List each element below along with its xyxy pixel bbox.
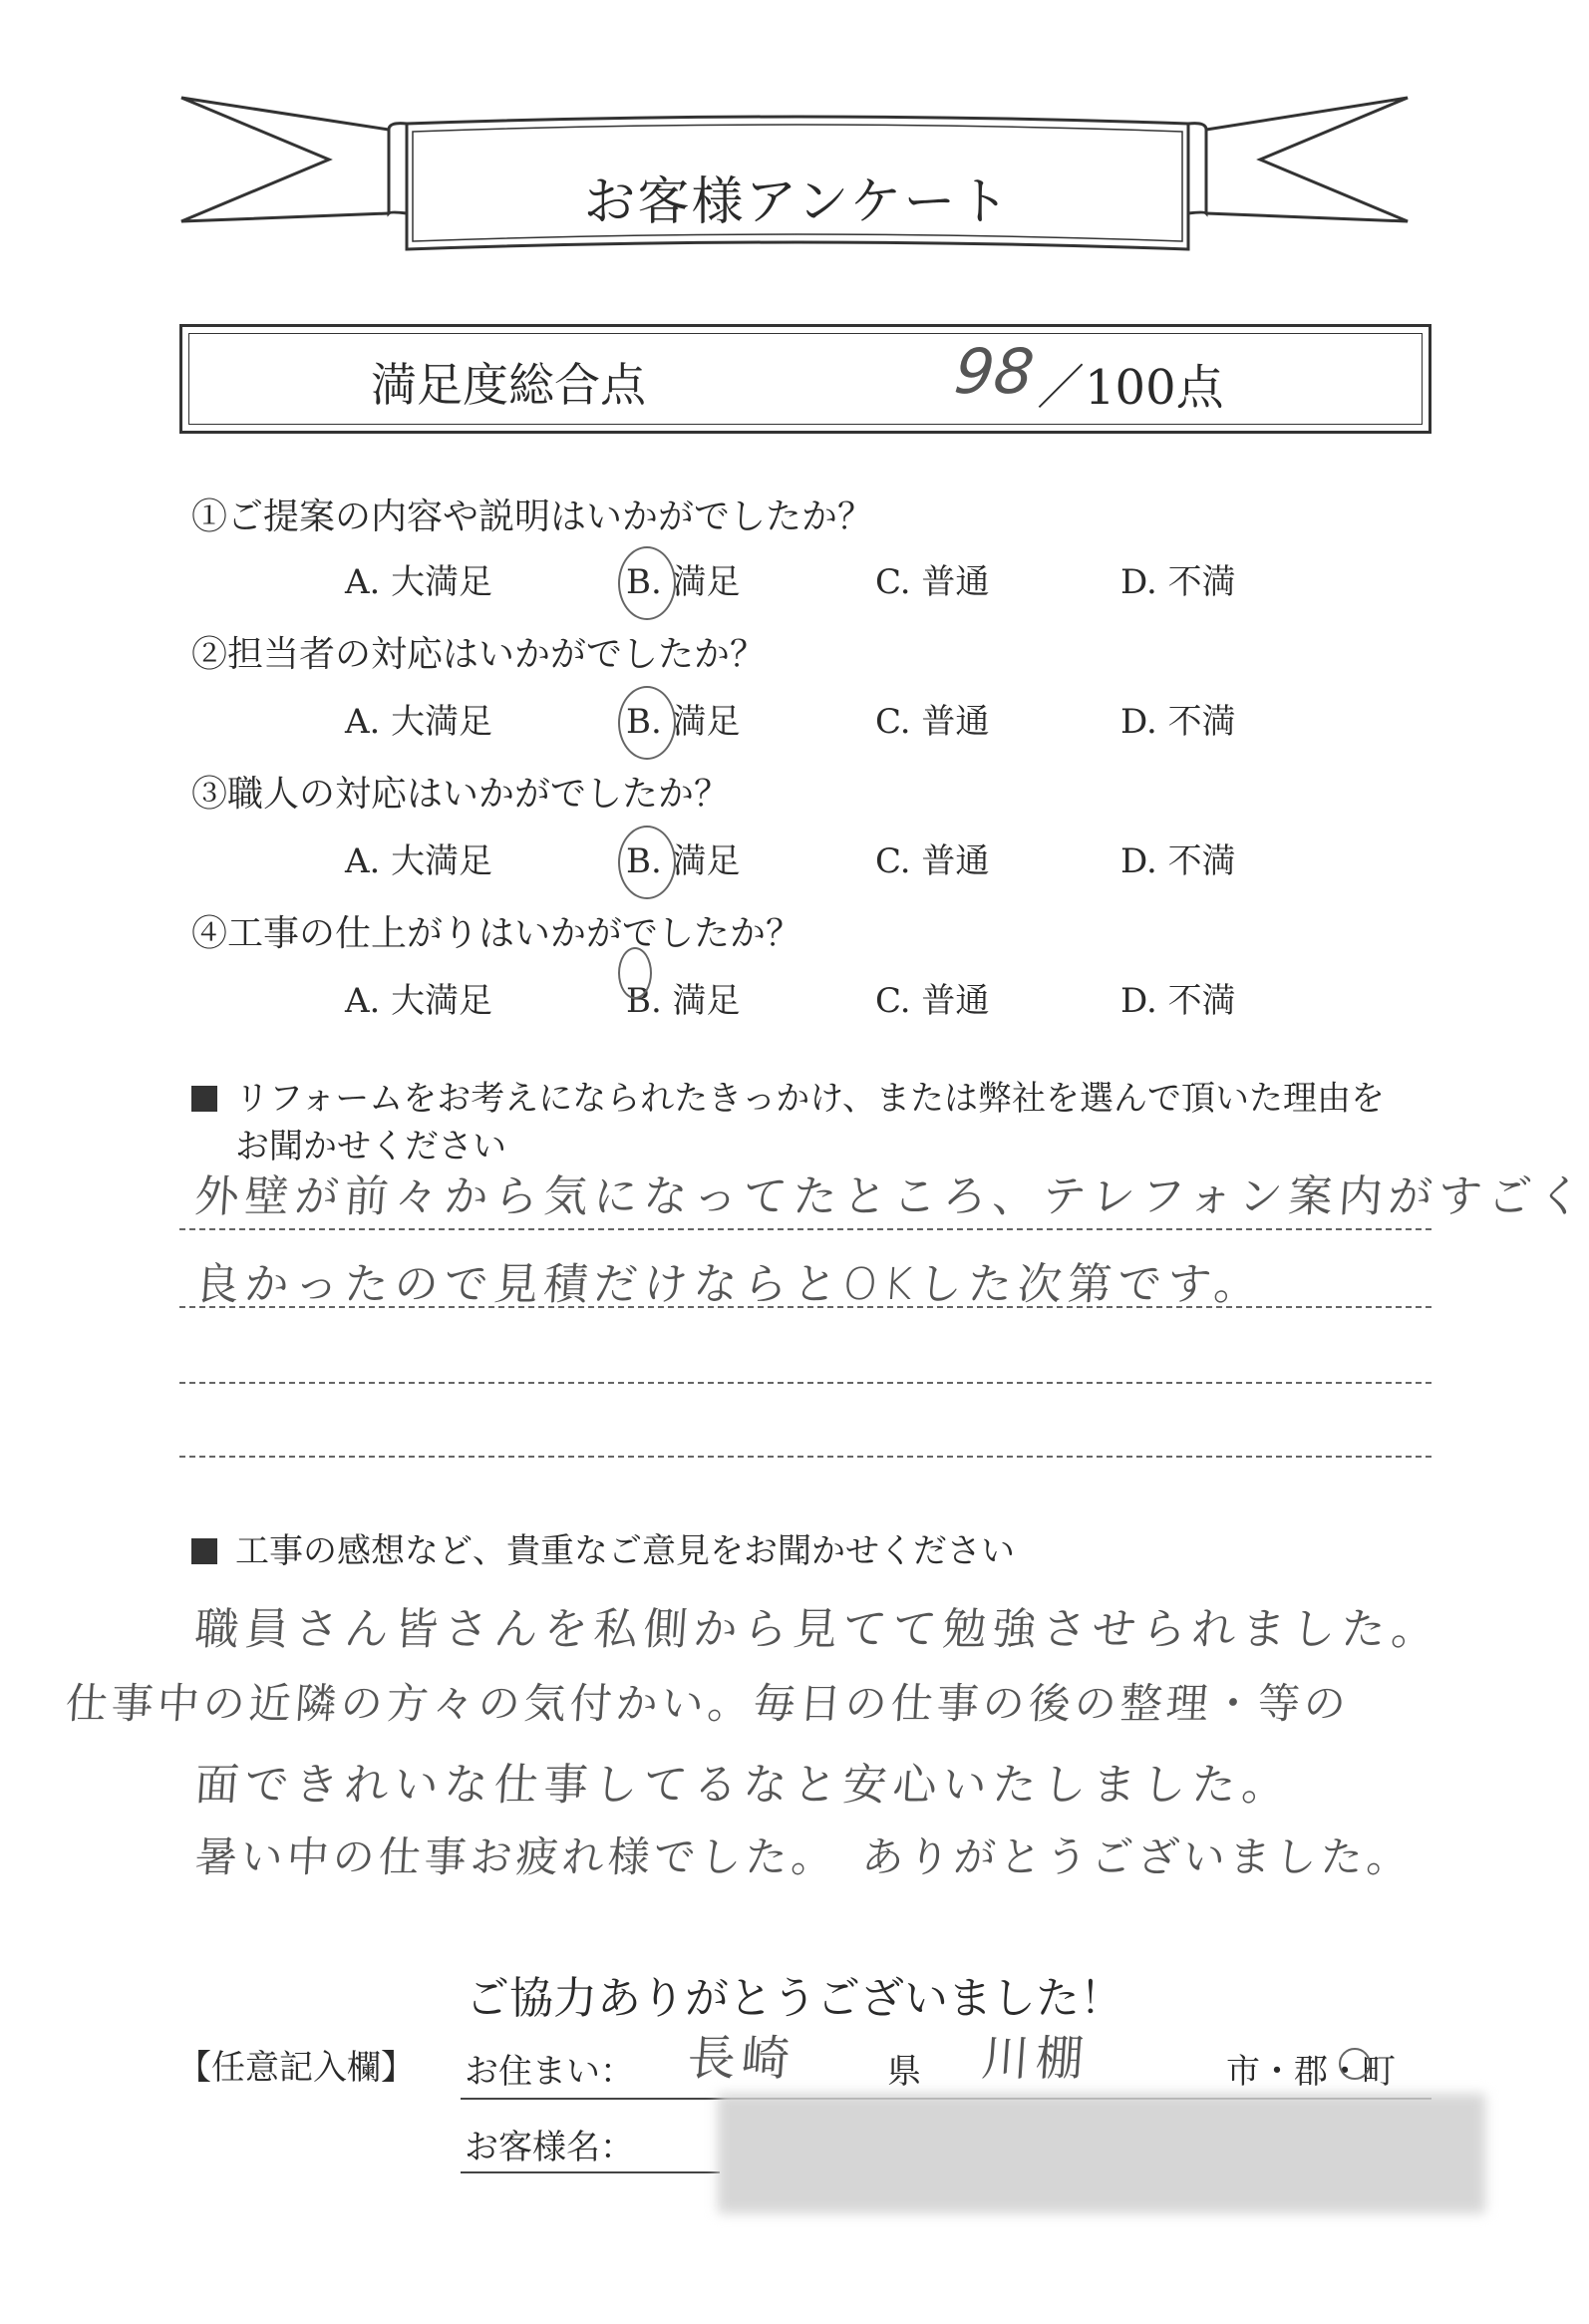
square-bullet-icon: [191, 1538, 217, 1564]
prefecture-value[interactable]: 長崎: [685, 2031, 797, 2087]
q4-option-b[interactable]: B. 満足: [626, 981, 741, 1021]
optional-section-label: 【任意記入欄】: [177, 2048, 415, 2088]
q1-option-c[interactable]: C. 普通: [875, 562, 990, 602]
q2-selection-circle: [618, 686, 676, 760]
question-3: ③職人の対応はいかがでしたか？: [191, 774, 731, 815]
city-unit: 市・郡・町: [1226, 2052, 1396, 2092]
q3-option-b[interactable]: B. 満足: [626, 841, 741, 881]
q3-selection-circle: [618, 826, 676, 899]
score-label: 満足度総合点: [371, 358, 646, 412]
address-label: お住まい：: [465, 2052, 634, 2092]
q3-option-c[interactable]: C. 普通: [875, 841, 990, 881]
q2-option-a[interactable]: A. 大満足: [345, 702, 493, 742]
q1-option-a[interactable]: A. 大満足: [345, 562, 493, 602]
score-box: [179, 324, 1431, 434]
feedback-answer-line-2: 仕事中の近隣の方々の気付かい。毎日の仕事の後の整理・等の: [64, 1679, 1352, 1728]
q4-selection-mark: [618, 947, 652, 999]
answer-line: [179, 1382, 1431, 1384]
reason-answer-line-1: 外壁が前々から気になってたところ、テレフォン案内がすごく: [192, 1171, 1589, 1222]
prefecture-unit: 県: [887, 2052, 921, 2092]
reason-answer-line-2: 良かったので見積だけならとOKした次第です。: [192, 1259, 1266, 1310]
redacted-name: [718, 2094, 1485, 2213]
name-label: お客様名：: [465, 2128, 634, 2167]
name-underline: [461, 2171, 720, 2173]
q1-selection-circle: [618, 546, 676, 620]
q1-option-d[interactable]: D. 不満: [1120, 562, 1236, 602]
answer-line: [179, 1228, 1431, 1230]
title-ribbon: [0, 0, 1589, 299]
q2-option-d[interactable]: D. 不満: [1120, 702, 1236, 742]
q4-option-d[interactable]: D. 不満: [1120, 981, 1236, 1021]
answer-line: [179, 1306, 1431, 1308]
q4-option-c[interactable]: C. 普通: [875, 981, 990, 1021]
thanks-message: ご協力ありがとうございました！: [466, 1973, 1123, 2024]
question-4: ④工事の仕上がりはいかがでしたか？: [191, 913, 802, 954]
question-1: ①ご提案の内容や説明はいかがでしたか？: [191, 497, 874, 537]
score-max: ／100点: [1037, 360, 1224, 416]
q1-option-b[interactable]: B. 満足: [626, 562, 741, 602]
square-bullet-icon: [191, 1086, 217, 1112]
town-selection-circle: [1339, 2048, 1371, 2080]
feedback-answer-line-3: 面できれいな仕事してるなと安心いたしました。: [192, 1760, 1294, 1811]
city-value[interactable]: 川棚: [979, 2031, 1092, 2087]
section-feedback-heading: 工事の感想など、貴重なご意見をお聞かせください: [191, 1527, 1015, 1575]
page-title: お客様アンケート: [583, 172, 1012, 232]
q3-option-d[interactable]: D. 不満: [1120, 841, 1236, 881]
feedback-answer-line-4: 暑い中の仕事お疲れ様でした。 ありがとうございました。: [193, 1832, 1415, 1881]
section-reason-heading: リフォームをお考えになられたきっかけ、または弊社を選んで頂いた理由を お聞かせください: [191, 1075, 1385, 1170]
question-2: ②担当者の対応はいかがでしたか？: [191, 634, 767, 675]
q2-option-c[interactable]: C. 普通: [875, 702, 990, 742]
score-value: 98: [951, 335, 1038, 408]
q4-option-a[interactable]: A. 大満足: [345, 981, 493, 1021]
feedback-answer-line-1: 職員さん皆さんを私側から見てて勉強させられました。: [192, 1604, 1443, 1655]
q3-option-a[interactable]: A. 大満足: [345, 841, 493, 881]
q2-option-b[interactable]: B. 満足: [626, 702, 741, 742]
answer-line: [179, 1456, 1431, 1458]
